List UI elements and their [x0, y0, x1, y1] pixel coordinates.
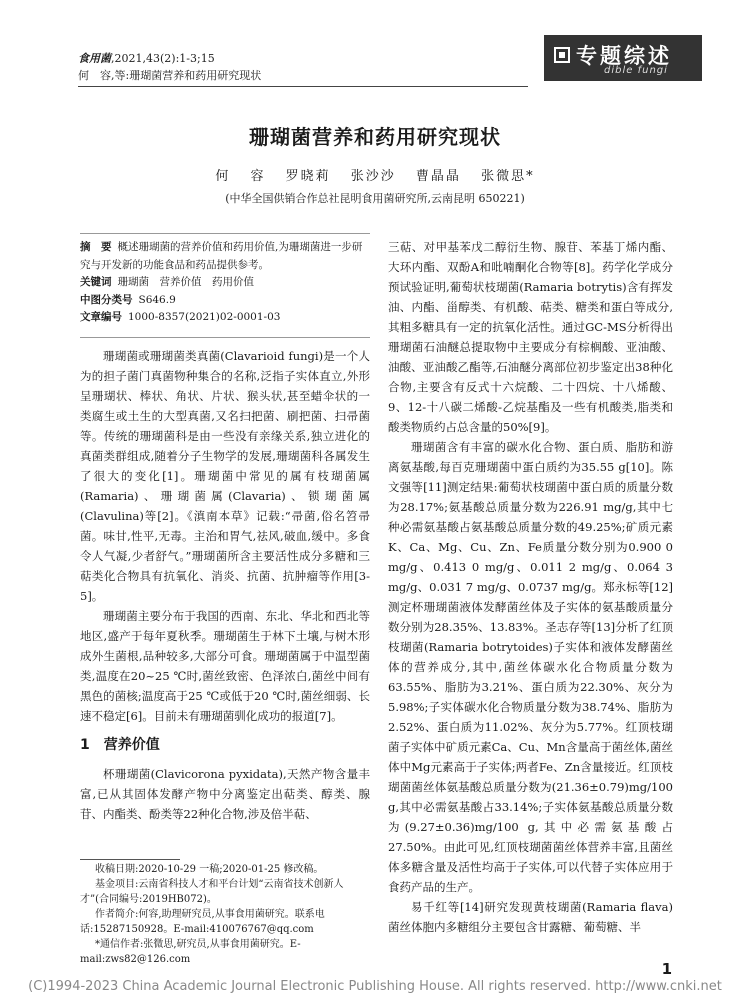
footnote-received: 收稿日期:2020-10-29 一稿;2020-01-25 修改稿。: [95, 864, 324, 875]
footnote-author: 作者简介:何容,助理研究员,从事食用菌研究。联系电话:15287150928。E-mail:410076767@qq.com: [80, 909, 325, 935]
affiliation: (中华全国供销合作总社昆明食用菌研究所,云南昆明 650221): [225, 192, 525, 205]
left-column-intro: [80, 346, 370, 726]
footnote-rule: [80, 859, 180, 860]
footnote-funding: 基金项目:云南省科技人才和平台计划“云南省技术创新人才”(合同编号:2019HB072)。: [80, 879, 344, 905]
badge-square-icon: [554, 47, 570, 63]
abstract-bottom-rule: [80, 337, 370, 338]
abstract-block: [80, 239, 370, 327]
running-title: 何 容,等:珊瑚菌营养和药用研究现状: [78, 69, 262, 82]
abstract-article-number: 文章编号 1000-8357(2021)02-0001-03: [80, 311, 281, 323]
author-list: 何 容 罗晓莉 张沙沙 曹晶晶 张微思*: [215, 169, 535, 184]
section-badge-label: 专题综述: [576, 44, 672, 68]
section-badge: [544, 35, 702, 81]
right-column: [388, 237, 673, 937]
body-paragraph: 珊瑚菌或珊瑚菌类真菌(Clavarioid fungi)是一个人为的担子菌门真菌物种集合的名称,泛指子实体直立,外形呈珊瑚状、棒状、角状、片状、猴头状,甚至蜡伞状的一类腐生或土生的大型真菌,又名扫把菌、刷把菌、扫帚菌等。传统的珊瑚菌科是由一些没有亲缘关系,独立进化的真菌类群组成,随着分子生物学的发展,珊瑚菌科各属发生了很大的变化[1]。珊瑚菌中常见的属有枝瑚菌属(Ramaria)、珊瑚菌属(Clavaria)、锁瑚菌属(Clavulina)等[2]。《滇南本草》记载:“帚菌,俗名笤帚菌。味甘,性平,无毒。主治和胃气,祛风,破血,缓中。多食令人气凝,少者舒气。”珊瑚菌所含主要活性成分多糖和三萜类化合物具有抗氧化、消炎、抗菌、抗肿瘤等作用[3-5]。: [80, 349, 370, 603]
section-badge-sub: dible fungi: [604, 65, 668, 76]
abstract-top-rule: [80, 233, 370, 234]
journal-name: 食用菌: [78, 52, 111, 65]
section-heading: 1 营养价值: [80, 737, 160, 753]
abstract-clc: 中图分类号 S646.9: [80, 293, 176, 306]
body-paragraph: 易千红等[14]研究发现黄枝瑚菌(Ramaria flava)菌丝体胞内多糖组分主要包含甘露糖、葡萄糖、半: [388, 900, 673, 934]
journal-citation: ,2021,43(2):1-3;15: [111, 52, 215, 65]
header-rule: [78, 86, 528, 87]
footnote-block: [80, 862, 370, 967]
running-header: [78, 50, 261, 84]
page-number: 1: [661, 960, 672, 978]
left-column-section1: [80, 764, 370, 824]
footnote-corresponding: *通信作者:张微思,研究员,从事食用菌研究。E-mail:zws82@126.com: [80, 939, 301, 965]
body-paragraph: 珊瑚菌主要分布于我国的西南、东北、华北和西北等地区,盛产于每年夏秋季。珊瑚菌生于林下土壤,与树木形成外生菌根,品种较多,大部分可食。珊瑚菌属于中温型菌类,温度在20~25 ℃时,菌丝致密、色泽浓白,菌丝中间有黑色的菌核;温度高于25 ℃或低于20 ℃时,菌丝细弱、长速不稳定[6]。目前未有珊瑚菌驯化成功的报道[7]。: [80, 609, 370, 723]
body-paragraph: 三萜、对甲基苯戊二醇衍生物、腺苷、苯基丁烯内酯、大环内酯、双酚A和吡喃酮化合物等[8]。药学化学成分预试验证明,葡萄状枝瑚菌(Ramaria botrytis)含有挥发油、内酯、甾醇类、有机酸、萜类、糖类和蛋白等成分,其粗多糖具有一定的抗氧化活性。通过GC-MS分析得出珊瑚菌石油醚总提取物中主要成分有棕榈酸、亚油酸、油酸、亚油酸乙酯等,石油醚分离部位初步鉴定出38种化合物,主要含有反式十六烷酸、二十四烷、十八烯酸、9、12-十八碳二烯酸-乙烷基酯及一些有机酸类,脂类和酸类物质约占总含量的50%[9]。: [388, 240, 673, 434]
article-title: 珊瑚菌营养和药用研究现状: [249, 125, 501, 149]
body-paragraph: 珊瑚菌含有丰富的碳水化合物、蛋白质、脂肪和游离氨基酸,每百克珊瑚菌中蛋白质约为35.55 g[10]。陈文强等[11]测定结果:葡萄状枝瑚菌中蛋白质的质量分数为28.17%;氨基酸总质量分数为226.91 mg/g,其中七种必需氨基酸占氨基酸总质量分数的49.25%;矿质元素K、Ca、Mg、Cu、Zn、Fe质量分数分别为0.900 0 mg/g、0.413 0 mg/g、0.011 2 mg/g、0.064 3 mg/g、0.031 7 mg/g、0.0737 mg/g。郑永标等[12]测定杯珊瑚菌液体发酵菌丝体及子实体的氨基酸质量分数分别为28.35%、13.83%。圣志存等[13]分析了红顶枝瑚菌(Ramaria botrytoides)子实体和液体发酵菌丝体的营养成分,其中,菌丝体碳水化合物质量分数为63.55%、脂肪为3.21%、蛋白质为22.30%、灰分为5.98%;子实体碳水化合物质量分数为38.74%、脂肪为2.52%、蛋白质为11.02%、灰分为5.77%。红顶枝瑚菌子实体中矿质元素Ca、Cu、Mn含量高于菌丝体,菌丝体中Mg元素高于子实体;两者Fe、Zn含量接近。红顶枝瑚菌菌丝体氨基酸总质量分数为(21.36±0.79)mg/100 g,其中必需氨基酸占33.14%;子实体氨基酸总质量分数为(9.27±0.36)mg/100 g,其中必需氨基酸占27.50%。由此可见,红顶枝瑚菌菌丝体营养丰富,且菌丝体多糖含量及活性均高于子实体,可以代替子实体应用于食药产品的生产。: [388, 440, 673, 894]
copyright-line: (C)1994-2023 China Academic Journal Electronic Publishing House. All rights reserved. http://www.cnki.net: [28, 979, 722, 994]
abstract-keywords: 关键词 珊瑚菌 营养价值 药用价值: [80, 276, 254, 288]
abstract-summary: 摘 要 概述珊瑚菌的营养价值和药用价值,为珊瑚菌进一步研究与开发新的功能食品和药品提供参考。: [80, 241, 363, 271]
body-paragraph: 杯珊瑚菌(Clavicorona pyxidata),天然产物含量丰富,已从其固体发酵产物中分离鉴定出萜类、醇类、腺苷、内酯类、酚类等22种化合物,涉及倍半萜、: [80, 767, 370, 821]
